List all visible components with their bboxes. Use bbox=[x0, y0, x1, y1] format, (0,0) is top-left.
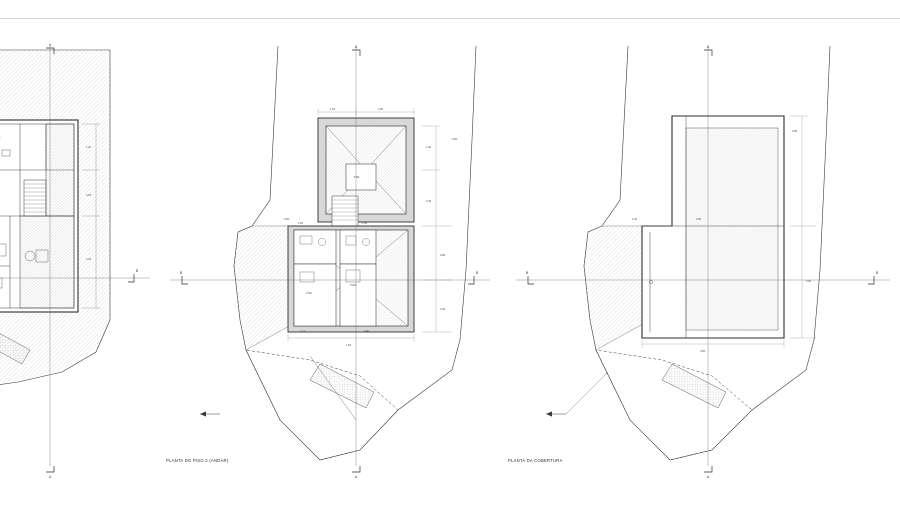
plan-2-drawing bbox=[160, 20, 500, 480]
svg-text:3.80: 3.80 bbox=[440, 254, 446, 257]
svg-text:2.80: 2.80 bbox=[792, 130, 798, 133]
svg-text:2.10: 2.10 bbox=[86, 258, 92, 261]
svg-text:3.50: 3.50 bbox=[696, 218, 702, 221]
paved-walkway bbox=[310, 364, 374, 408]
staircase bbox=[24, 180, 46, 216]
svg-text:1.40: 1.40 bbox=[426, 146, 432, 149]
svg-text:0.90: 0.90 bbox=[284, 218, 290, 221]
svg-text:2.20: 2.20 bbox=[298, 222, 304, 225]
svg-text:4.40: 4.40 bbox=[364, 330, 370, 333]
room-label-t01: T.01 bbox=[354, 175, 360, 179]
svg-text:1.12: 1.12 bbox=[300, 330, 306, 333]
paved-walkway bbox=[662, 364, 726, 408]
room-box-t01 bbox=[346, 164, 376, 190]
svg-text:7.62: 7.62 bbox=[346, 344, 352, 347]
roof-hatch-panel bbox=[686, 128, 778, 330]
svg-text:1.20: 1.20 bbox=[632, 218, 638, 221]
svg-text:4.30: 4.30 bbox=[440, 308, 446, 311]
svg-text:3.50: 3.50 bbox=[378, 108, 384, 111]
svg-text:5.00: 5.00 bbox=[806, 280, 812, 283]
svg-text:3.60: 3.60 bbox=[700, 350, 706, 353]
terrain-hatch-left bbox=[584, 226, 650, 350]
svg-text:3.60: 3.60 bbox=[452, 138, 458, 141]
floor-plan-cobertura bbox=[500, 20, 900, 480]
svg-text:A: A bbox=[355, 475, 358, 479]
plan-1-drawing bbox=[0, 20, 160, 480]
svg-text:1.20: 1.20 bbox=[330, 108, 336, 111]
svg-text:A: A bbox=[707, 45, 710, 49]
svg-text:1.30: 1.30 bbox=[362, 222, 368, 225]
staircase-upper bbox=[332, 196, 358, 226]
sheet-top-rule bbox=[0, 18, 900, 19]
floor-plan-piso-2 bbox=[160, 20, 500, 480]
room-label-t03: T.03 bbox=[350, 283, 356, 287]
svg-text:A: A bbox=[355, 45, 358, 49]
plan-caption-cobertura: PLANTA DA COBERTURA bbox=[508, 458, 563, 463]
svg-text:A: A bbox=[707, 475, 710, 479]
svg-text:B: B bbox=[876, 271, 879, 275]
north-arrow bbox=[200, 411, 220, 416]
svg-text:B: B bbox=[180, 271, 183, 275]
svg-text:1.20: 1.20 bbox=[86, 146, 92, 149]
svg-text:3.50: 3.50 bbox=[86, 194, 92, 197]
floor-plan-piso-1 bbox=[0, 20, 160, 480]
leader-line bbox=[566, 372, 608, 414]
room-label-t02: T.02 bbox=[306, 291, 312, 295]
north-arrow bbox=[546, 411, 566, 416]
svg-text:B: B bbox=[136, 269, 139, 273]
svg-text:A: A bbox=[49, 43, 52, 47]
svg-text:2.40: 2.40 bbox=[426, 200, 432, 203]
plan-caption-piso-2: PLANTA DO PISO 2 (ANDAR) bbox=[166, 458, 229, 463]
svg-text:B: B bbox=[526, 271, 529, 275]
svg-text:B: B bbox=[476, 271, 479, 275]
svg-text:A: A bbox=[49, 475, 52, 479]
plan-3-drawing bbox=[500, 20, 900, 480]
